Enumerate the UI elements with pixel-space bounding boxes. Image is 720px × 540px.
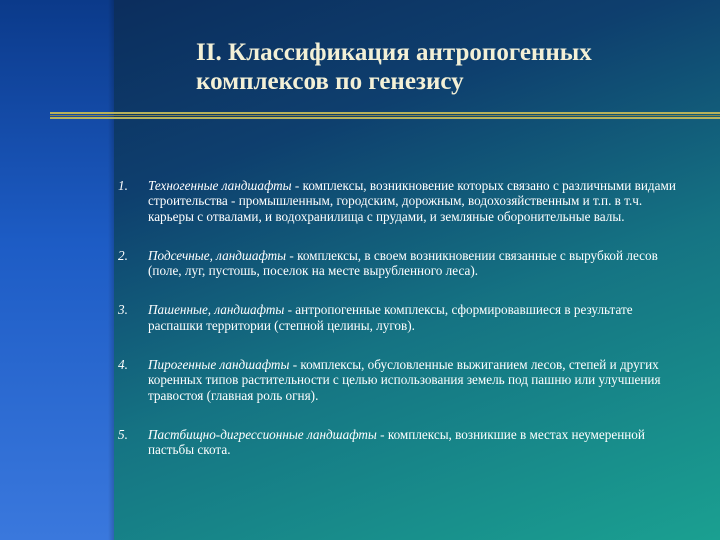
item-number: 4.: [118, 357, 128, 373]
item-number: 3.: [118, 302, 128, 318]
slide-title: II. Классификация антропогенных комплексов по генезису: [196, 39, 592, 95]
item-number: 1.: [118, 178, 128, 193]
item-description: - комплексы, возникшие в местах неумеренной пастьбы скота.: [148, 426, 645, 458]
list-item: [118, 302, 678, 333]
list-item: [118, 178, 678, 224]
item-description: - комплексы, возникновение которых связано с различными видами строительства - промышленным, городским, дорожным, водохозяйственным и т.п. в т.ч. карьеры с отвалами, и водохранилища с прудами, и земляные оборонительные валы.: [148, 178, 676, 224]
item-term: Подсечные, ландшафты: [148, 247, 287, 263]
item-number: 2.: [118, 247, 128, 263]
item-description: - комплексы, в своем возникновении связанные с вырубкой лесов (поле, луг, пустошь, поселок на месте вырубленного леса).: [148, 247, 658, 279]
list-item: [118, 357, 678, 403]
list-item: [118, 248, 678, 279]
item-term: Пастбищно-дигрессионные ландшафты: [148, 426, 377, 442]
item-number: 5.: [118, 426, 128, 442]
classification-list: [118, 178, 678, 482]
list-item: [118, 427, 678, 458]
item-term: Пирогенные ландшафты: [148, 357, 290, 373]
item-term: Техногенные ландшафты: [148, 178, 292, 193]
item-description: - комплексы, обусловленные выжиганием лесов, степей и других коренных типов растительности с целью использования земель под пашню или улучшения травостоя (главная роль огня).: [148, 357, 661, 403]
item-term: Пашенные, ландшафты: [148, 302, 285, 318]
left-accent-band: [0, 0, 114, 540]
item-description: - антропогенные комплексы, сформировавшиеся в результате распашки территории (степной целины, лугов).: [148, 302, 633, 333]
title-divider: [50, 112, 720, 119]
